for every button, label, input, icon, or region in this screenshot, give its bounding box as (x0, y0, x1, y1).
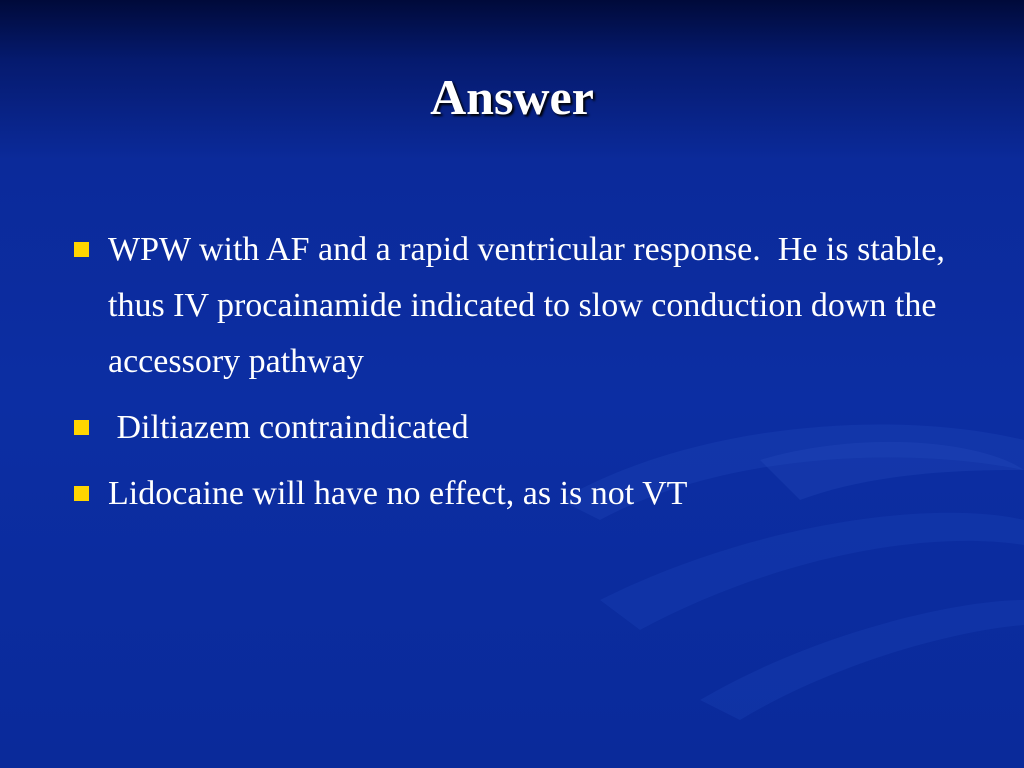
square-bullet-icon (74, 242, 89, 257)
bullet-text: WPW with AF and a rapid ventricular response. He is stable, thus IV procainamide indicated to slow conduction down the accessory pathway (108, 231, 954, 380)
bullet-text: Diltiazem contraindicated (108, 409, 469, 446)
square-bullet-icon (74, 420, 89, 435)
bullet-list (72, 222, 952, 532)
slide-title: Answer (430, 69, 594, 125)
bullet-item (72, 222, 952, 390)
square-bullet-icon (74, 486, 89, 501)
bullet-text: Lidocaine will have no effect, as is not VT (108, 475, 688, 512)
bullet-item (72, 400, 952, 456)
bullet-item (72, 466, 952, 522)
